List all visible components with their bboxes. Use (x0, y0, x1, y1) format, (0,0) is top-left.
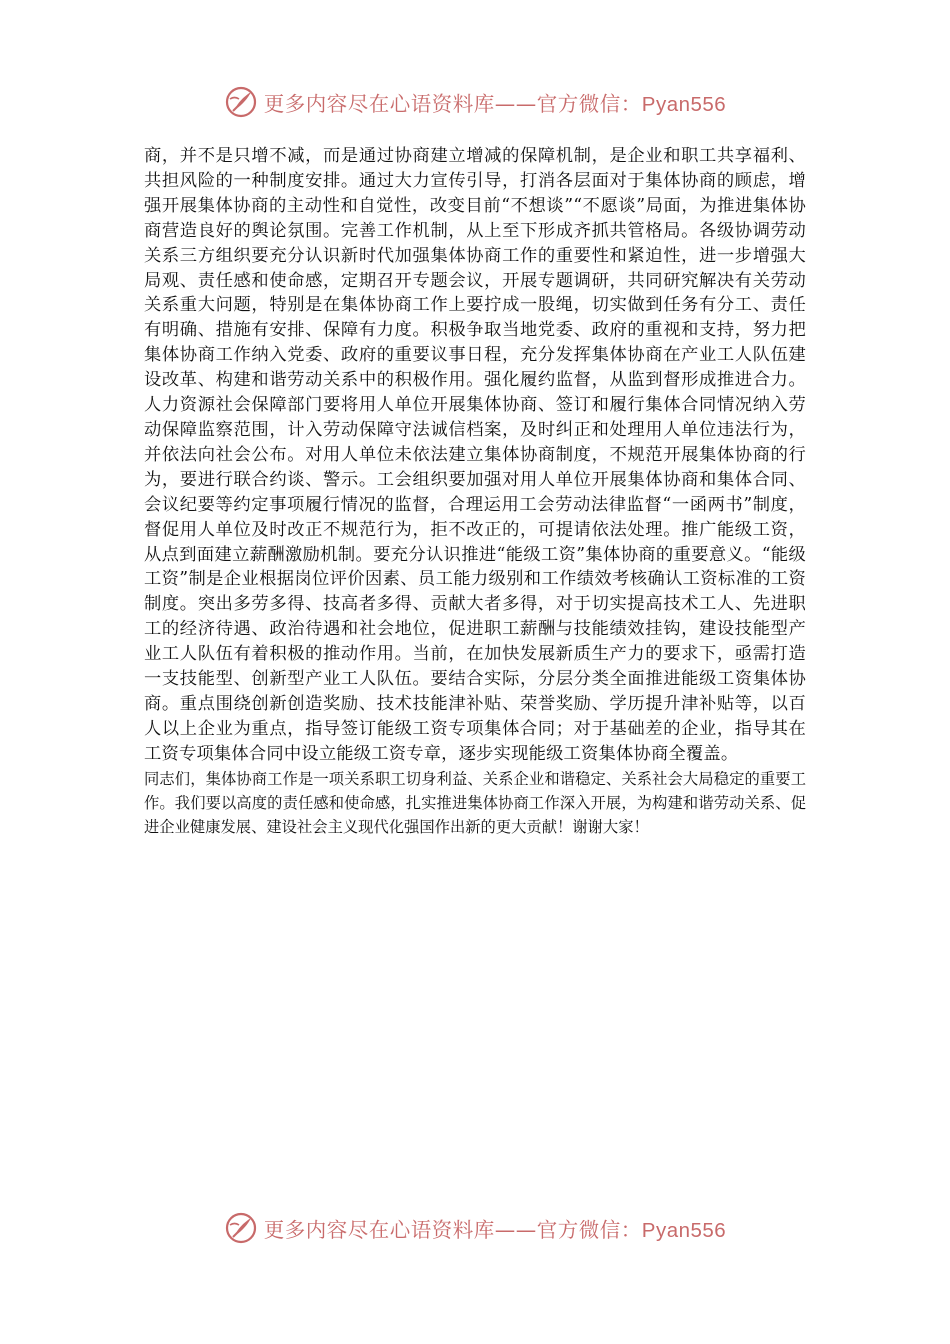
watermark-id: Pyan556 (641, 93, 727, 116)
watermark-label: 官方微信： (536, 1218, 642, 1242)
watermark-id: Pyan556 (641, 1219, 727, 1242)
quill-pen-icon (224, 85, 258, 119)
watermark-separator: —— (494, 92, 537, 116)
header-watermark (0, 82, 950, 122)
watermark-title: 更多内容尽在心语资料库 (263, 1218, 495, 1242)
closing-paragraph: 同志们，集体协商工作是一项关系职工切身利益、关系企业和谐稳定、关系社会大局稳定的重要工作。我们要以高度的责任感和使命感，扎实推进集体协商工作深入开展，为构建和谐劳动关系、促进企业健康发展、建设社会主义现代化强国作出新的更大贡献！谢谢大家！ (144, 769, 806, 837)
quill-pen-icon (224, 1211, 258, 1245)
watermark-separator: —— (494, 1218, 537, 1242)
document-body (144, 144, 806, 840)
watermark-text (264, 87, 726, 117)
body-paragraph: 商，并不是只增不减，而是通过协商建立增减的保障机制，是企业和职工共享福利、共担风险的一种制度安排。通过大力宣传引导，打消各层面对于集体协商的顾虑，增强开展集体协商的主动性和自觉性，改变目前“不想谈”“不愿谈”局面，为推进集体协商营造良好的舆论氛围。完善工作机制，从上至下形成齐抓共管格局。各级协调劳动关系三方组织要充分认识新时代加强集体协商工作的重要性和紧迫性，进一步增强大局观、责任感和使命感，定期召开专题会议，开展专题调研，共同研究解决有关劳动关系重大问题，特别是在集体协商工作上要拧成一股绳，切实做到任务有分工、责任有明确、措施有安排、保障有力度。积极争取当地党委、政府的重视和支持，努力把集体协商工作纳入党委、政府的重要议事日程，充分发挥集体协商在产业工人队伍建设改革、构建和谐劳动关系中的积极作用。强化履约监督，从监到督形成推进合力。人力资源社会保障部门要将用人单位开展集体协商、签订和履行集体合同情况纳入劳动保障监察范围，计入劳动保障守法诚信档案，及时纠正和处理用人单位违法行为，并依法向社会公布。对用人单位未依法建立集体协商制度，不规范开展集体协商的行为，要进行联合约谈、警示。工会组织要加强对用人单位开展集体协商和集体合同、会议纪要等约定事项履行情况的监督，合理运用工会劳动法律监督“一函两书”制度，督促用人单位及时改正不规范行为，拒不改正的，可提请依法处理。推广能级工资，从点到面建立薪酬激励机制。要充分认识推进“能级工资”集体协商的重要意义。“能级工资”制是企业根据岗位评价因素、员工能力级别和工作绩效考核确认工资标准的工资制度。突出多劳多得、技高者多得、贡献大者多得，对于切实提高技术工人、先进职工的经济待遇、政治待遇和社会地位，促进职工薪酬与技能绩效挂钩，建设技能型产业工人队伍有着积极的推动作用。当前，在加快发展新质生产力的要求下，亟需打造一支技能型、创新型产业工人队伍。要结合实际，分层分类全面推进能级工资集体协商。重点围绕创新创造奖励、技术技能津补贴、荣誉奖励、学历提升津补贴等，以百人以上企业为重点，指导签订能级工资专项集体合同；对于基础差的企业，指导其在工资专项集体合同中设立能级工资专章，逐步实现能级工资集体协商全覆盖。 (144, 146, 806, 764)
footer-watermark (0, 1208, 950, 1248)
watermark-title: 更多内容尽在心语资料库 (263, 92, 495, 116)
watermark-label: 官方微信： (536, 92, 642, 116)
watermark-text (264, 1213, 726, 1243)
